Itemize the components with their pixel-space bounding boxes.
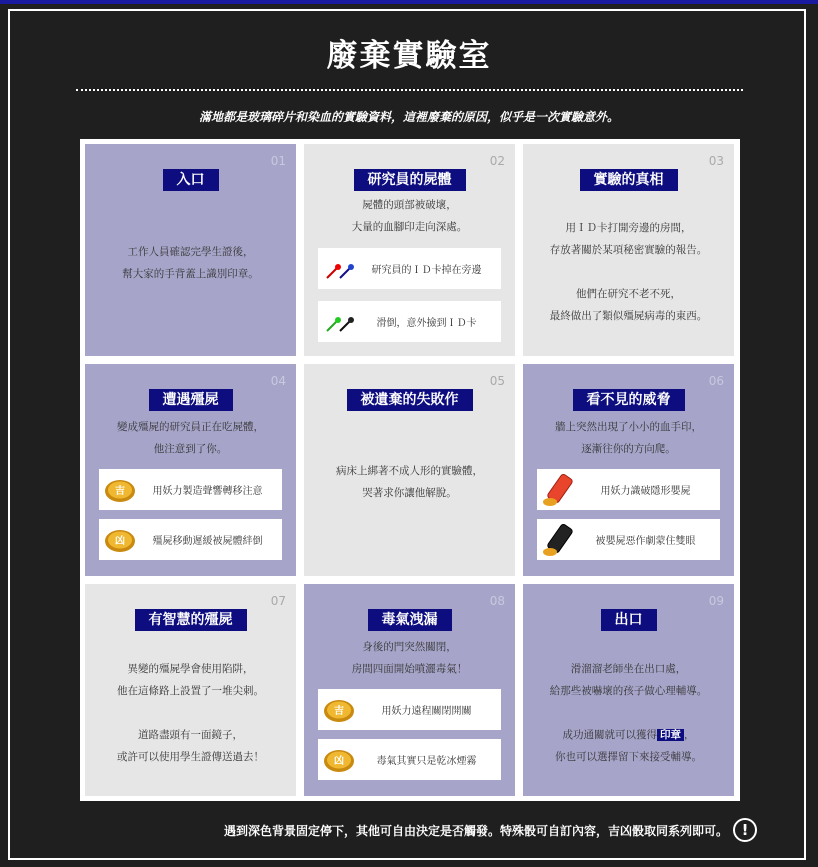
alert-icon: ! bbox=[733, 818, 757, 842]
page-title: 廢棄實驗室 bbox=[326, 38, 492, 74]
cell-number: 07 bbox=[270, 594, 286, 608]
game-board bbox=[80, 139, 740, 801]
cell-05[interactable] bbox=[304, 364, 515, 576]
cell-04[interactable] bbox=[85, 364, 296, 576]
subtitle: 滿地都是玻璃碎片和染血的實驗資料，這裡廢棄的原因，似乎是一次實驗意外。 bbox=[198, 110, 619, 124]
cell-title: 入口 bbox=[163, 169, 219, 191]
cell-desc: 用ＩＤ卡打開旁邊的房間， 存放著關於某項秘密實驗的報告。 他們在研究不老不死， 最終做出了類似殭屍病毒的東西。 bbox=[549, 222, 708, 322]
cell-08[interactable] bbox=[304, 584, 515, 796]
cell-09[interactable] bbox=[523, 584, 734, 796]
cell-number: 08 bbox=[489, 594, 505, 608]
cell-06[interactable] bbox=[523, 364, 734, 576]
cell-title: 出口 bbox=[601, 609, 657, 631]
cell-number: 04 bbox=[270, 374, 286, 388]
option-1[interactable]: 研究員的ＩＤ卡掉在旁邊 bbox=[318, 248, 501, 289]
cell-number: 06 bbox=[708, 374, 724, 388]
gold-coin-icon bbox=[318, 739, 358, 780]
cell-desc: 工作人員確認完學生證後， 幫大家的手背蓋上識別印章。 bbox=[122, 246, 259, 280]
red-blue-pins-icon bbox=[318, 248, 358, 289]
cell-number: 02 bbox=[489, 154, 505, 168]
option-1[interactable]: 吉 用妖力製造聲響轉移注意 bbox=[99, 469, 282, 510]
cell-desc: 屍體的頭部被破壞， 大量的血腳印走向深處。 bbox=[351, 199, 468, 233]
gold-coin-icon bbox=[318, 689, 358, 730]
dotted-divider bbox=[76, 89, 743, 91]
cell-title: 遭遇殭屍 bbox=[149, 389, 233, 411]
cell-title: 實驗的真相 bbox=[580, 169, 678, 191]
green-black-pins-icon bbox=[318, 301, 358, 342]
gold-coin-icon bbox=[99, 519, 139, 560]
svg-text:吉: 吉 bbox=[334, 706, 344, 717]
option-2[interactable]: 凶 殭屍移動遲緩被屍體絆倒 bbox=[99, 519, 282, 560]
stamp-badge: 印章 bbox=[657, 729, 684, 741]
cell-07[interactable] bbox=[85, 584, 296, 796]
svg-text:吉: 吉 bbox=[115, 486, 125, 497]
cell-number: 05 bbox=[489, 374, 505, 388]
cell-number: 03 bbox=[708, 154, 724, 168]
footer-note: 遇到深色背景固定停下，其他可自由決定是否觸發。特殊骰可自訂內容，吉凶骰取同系列即可。 bbox=[223, 824, 728, 838]
cell-desc: 牆上突然出現了小小的血手印， 逐漸往你的方向爬。 bbox=[555, 421, 702, 455]
red-card-icon bbox=[537, 469, 577, 510]
cell-title: 被遺棄的失敗作 bbox=[347, 389, 473, 411]
option-1[interactable]: 吉 用妖力遠程關閉開關 bbox=[318, 689, 501, 730]
svg-text:凶: 凶 bbox=[115, 536, 125, 547]
gold-coin-icon bbox=[99, 469, 139, 510]
cell-desc: 異變的殭屍學會使用陷阱， 他在這條路上設置了一堆尖刺。 道路盡頭有一面鏡子， 或許可以使用學生證傳送過去！ bbox=[117, 663, 264, 763]
cell-desc: 病床上綁著不成人形的實驗體， 哭著求你讓他解脫。 bbox=[336, 465, 483, 499]
black-card-icon bbox=[537, 519, 577, 560]
cell-number: 01 bbox=[270, 154, 286, 168]
cell-01[interactable] bbox=[85, 144, 296, 356]
cell-title: 研究員的屍體 bbox=[354, 169, 466, 191]
cell-number: 09 bbox=[708, 594, 724, 608]
cell-title: 毒氣洩漏 bbox=[368, 609, 452, 631]
top-accent-line bbox=[0, 0, 818, 4]
cell-desc: 滑溜溜老師坐在出口處， 給那些被嚇壞的孩子做心理輔導。 成功通關就可以獲得 印章 ， 你也可以選擇留下來接受輔導。 bbox=[549, 663, 708, 763]
svg-text:凶: 凶 bbox=[334, 756, 344, 767]
option-2[interactable]: 滑倒，意外撿到ＩＤ卡 bbox=[318, 301, 501, 342]
cell-title: 看不見的威脅 bbox=[573, 389, 685, 411]
cell-desc: 身後的門突然關閉， 房間四面開始噴灑毒氣！ bbox=[351, 641, 468, 675]
option-2[interactable]: 凶 毒氣其實只是乾冰煙霧 bbox=[318, 739, 501, 780]
cell-03[interactable] bbox=[523, 144, 734, 356]
cell-02[interactable] bbox=[304, 144, 515, 356]
option-2[interactable]: 被嬰屍惡作劇蒙住雙眼 bbox=[537, 519, 720, 560]
option-1[interactable]: 用妖力識破隱形嬰屍 bbox=[537, 469, 720, 510]
cell-desc: 變成殭屍的研究員正在吃屍體， 他注意到了你。 bbox=[117, 421, 264, 455]
cell-title: 有智慧的殭屍 bbox=[135, 609, 247, 631]
